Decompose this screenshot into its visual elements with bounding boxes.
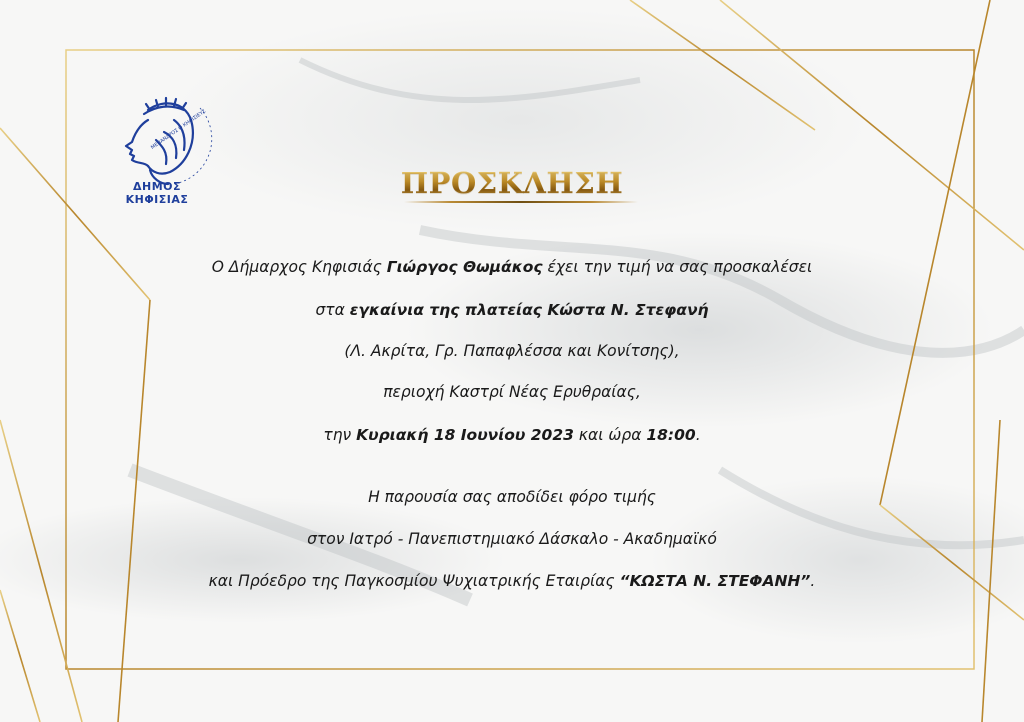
mayor-name: Γιώργος Θωμάκος [386, 258, 543, 276]
event-time: 18:00 [646, 426, 696, 444]
honoree-name: “ΚΩΣΤΑ Ν. ΣΤΕΦΑΝΗ” [619, 572, 811, 590]
event-name: εγκαίνια της πλατείας Κώστα Ν. Στεφανή [349, 301, 709, 319]
invitation-line-7: στον Ιατρό - Πανεπιστημιακό Δάσκαλο - Ακαδημαϊκό [307, 530, 717, 548]
invitation-line-3: (Λ. Ακρίτα, Γρ. Παπαφλέσσα και Κονίτσης), [344, 342, 680, 360]
invitation-line-1: Ο Δήμαρχος Κηφισιάς Γιώργος Θωμάκος έχει την τιμή να σας προσκαλέσει [211, 258, 813, 276]
title-underline [404, 201, 638, 203]
invitation-title: ΠΡΟΣΚΛΗΣΗ [0, 166, 1024, 200]
marble-veins [130, 60, 1024, 600]
logo-arc-text: ΜΕΝΑΝΔΡΟΣ Ο ΚΗΦΙΣΙΕΥΣ [150, 108, 208, 151]
invitation-line-4: περιοχή Καστρί Νέας Ερυθραίας, [383, 383, 641, 401]
invitation-line-5: την Κυριακή 18 Ιουνίου 2023 και ώρα 18:00. [323, 426, 701, 444]
invitation-line-6: Η παρουσία σας αποδίδει φόρο τιμής [368, 488, 656, 506]
event-date: Κυριακή 18 Ιουνίου 2023 [356, 426, 574, 444]
invitation-line-2: στα εγκαίνια της πλατείας Κώστα Ν. Στεφανή [315, 301, 709, 319]
invitation-line-8: και Πρόεδρο της Παγκοσμίου Ψυχιατρικής Εταιρίας “ΚΩΣΤΑ Ν. ΣΤΕΦΑΝΗ”. [208, 572, 816, 590]
